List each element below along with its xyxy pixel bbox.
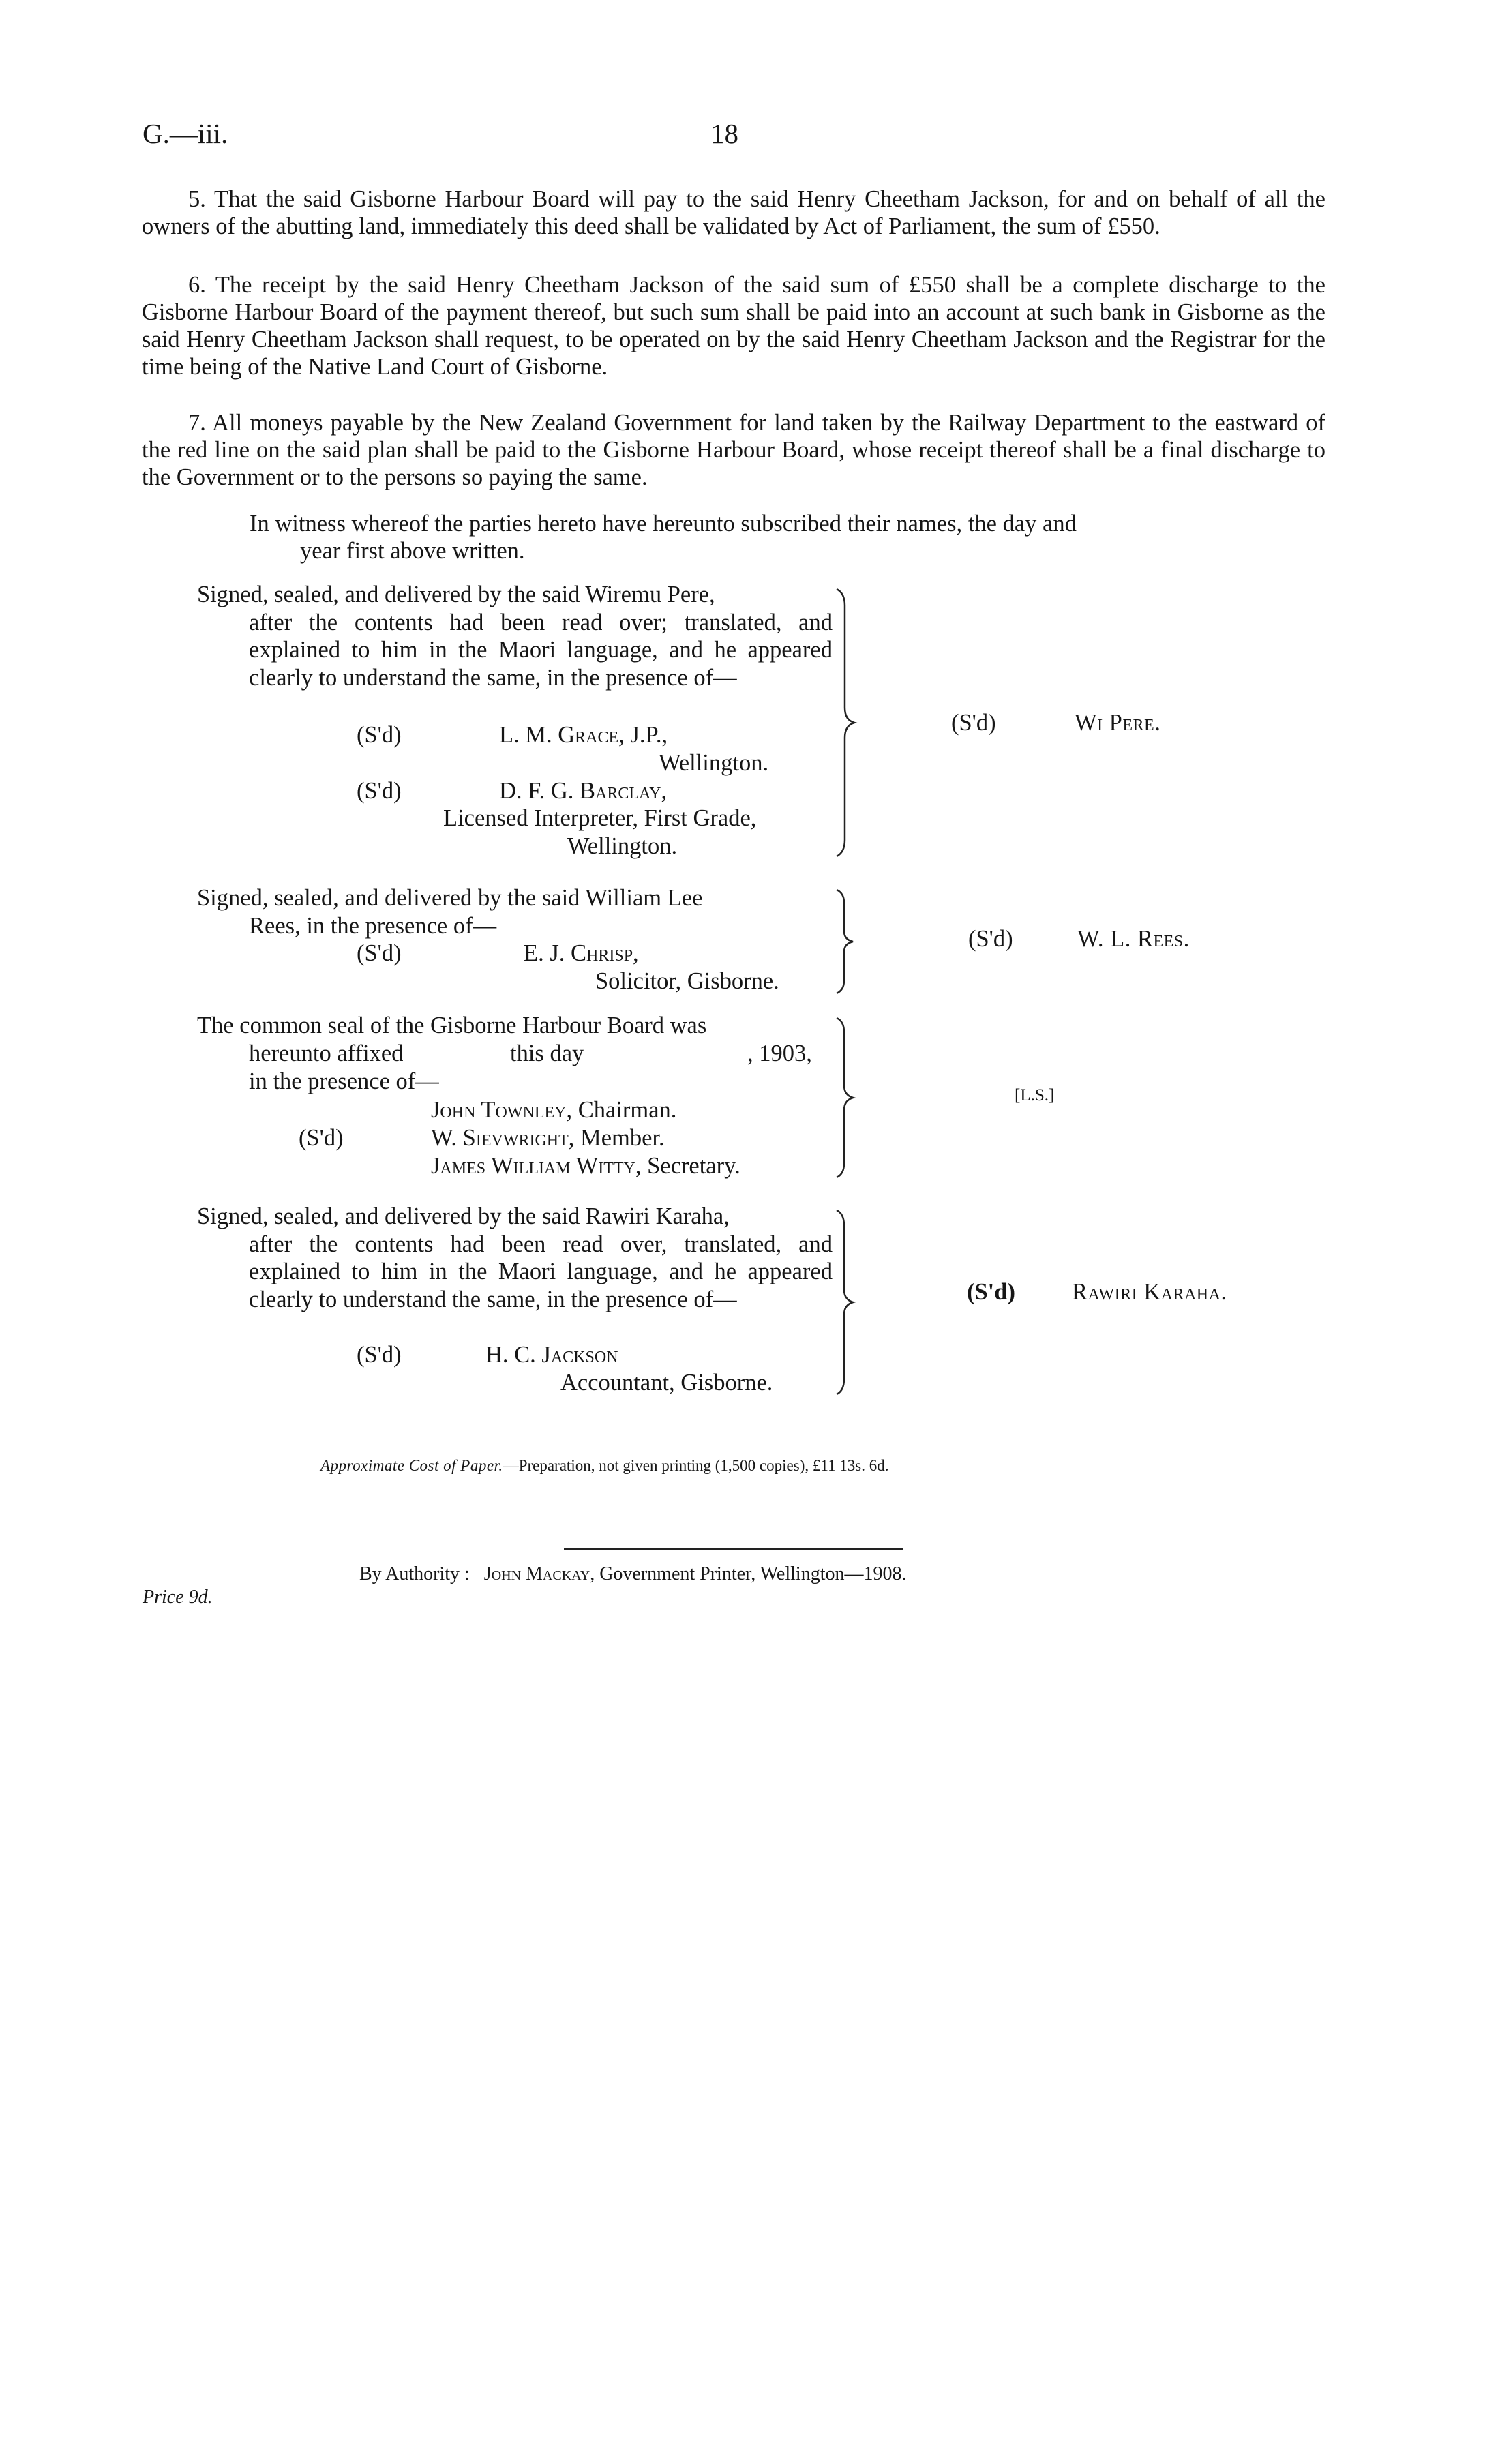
cost-label: Approximate Cost of Paper. (320, 1457, 503, 1474)
sig3-witness2-name: W. Sievwright, (431, 1125, 575, 1151)
sig1-intro (197, 581, 833, 691)
signature-block-harbour-board (197, 1012, 833, 1040)
cost-note (320, 1457, 888, 1475)
printer-text: Government Printer, Wellington—1908. (599, 1563, 907, 1584)
clause-7: 7. All moneys payable by the New Zealand Government for land taken by the Railway Department to the eastward of the red line on the said plan shall be paid to the Gisborne Harbour Board, whose receipt thereof shall be a final discharge to the Government or to the persons so paying the same. (142, 410, 1325, 490)
sig1-brace (835, 586, 863, 859)
footer-rule (564, 1548, 903, 1550)
sig2-signatory-name: W. L. Rees. (1077, 926, 1190, 952)
printer-name: John Mackay, (483, 1563, 595, 1584)
sig3-witness1-name: John Townley, (431, 1097, 573, 1123)
cost-text: —Preparation, not given printing (1,500 copies), £11 13s. 6d. (503, 1457, 889, 1474)
sig2-intro-second: Rees, in the presence of— (249, 912, 497, 939)
sig3-witness3-role: Secretary. (647, 1153, 740, 1179)
sig1-signatory-name: Wi Pere. (1075, 710, 1161, 736)
sig4-signatory-name: Rawiri Karaha. (1072, 1279, 1227, 1305)
sig3-year: , 1903, (747, 1040, 812, 1066)
clause-6: 6. The receipt by the said Henry Cheetham Jackson of the said sum of £550 shall be a complete discharge to the Gisborne Harbour Board of the payment thereof, but such sum shall be paid into an account at such bank in Gisborne as the said Henry Cheetham Jackson shall request, to be operated on by the said Henry Cheetham Jackson and the Registrar for the time being of the Native Land Court of Gisborne. (142, 272, 1325, 380)
sig4-intro (197, 1203, 833, 1313)
sig3-witness2 (431, 1124, 665, 1152)
sig3-witness1-role: Chairman. (578, 1097, 677, 1123)
sig1-witness2-sd: (S'd) (357, 778, 402, 804)
sig3-witness3-name: James William Witty, (431, 1153, 642, 1179)
sig2-intro-first: Signed, sealed, and delivered by the said William Lee (197, 885, 703, 911)
series-code: G.—iii. (143, 118, 228, 149)
sig1-witness2-title: Licensed Interpreter, First Grade, (443, 805, 757, 831)
sig1-witness1-name: L. M. Grace, J.P., (499, 722, 668, 748)
sig4-witness-name: H. C. Jackson (485, 1342, 618, 1368)
page-number: 18 (710, 118, 738, 149)
sig3-sd: (S'd) (299, 1125, 344, 1151)
printer-authority (359, 1563, 906, 1585)
sig3-intro-first: The common seal of the Gisborne Harbour Board was (197, 1012, 707, 1038)
sig4-witness-sd: (S'd) (357, 1342, 402, 1368)
sig1-witness2-place: Wellington. (567, 833, 678, 859)
sig4-signatory-sd: (S'd) (967, 1279, 1015, 1305)
witness-clause-second: year first above written. (300, 538, 525, 564)
sig3-brace (835, 1016, 863, 1180)
signature-block-wi-pere (197, 581, 833, 691)
sig3-presence: in the presence of— (249, 1068, 439, 1094)
sig1-intro-first: Signed, sealed, and delivered by the said Wiremu Pere, (197, 582, 715, 607)
sig2-witness-place: Solicitor, Gisborne. (595, 968, 779, 994)
sig2-witness-name: E. J. Chrisp, (524, 940, 639, 966)
sig4-brace (835, 1208, 863, 1396)
sig3-witness2-role: Member. (580, 1125, 665, 1151)
signature-block-w-l-rees (197, 884, 833, 940)
authority-label: By Authority : (359, 1563, 470, 1584)
sig3-witness3 (431, 1152, 740, 1180)
sig1-witness1-sd: (S'd) (357, 722, 402, 748)
sig4-intro-rest: after the contents had been read over, translated, and explained to him in the Maori language, and he appeared clearly to understand the same, in the presence of— (249, 1231, 833, 1312)
clause-5: 5. That the said Gisborne Harbour Board will pay to the said Henry Cheetham Jackson, for and on behalf of all the owners of the abutting land, immediately this deed shall be validated by Act of Parliament, the sum of £550. (142, 186, 1325, 239)
witness-clause (250, 510, 1325, 565)
sig1-signatory-sd: (S'd) (951, 710, 996, 736)
witness-clause-first: In witness whereof the parties hereto have hereunto subscribed their names, the day and (250, 511, 1077, 537)
sig1-witness2-name: D. F. G. Barclay, (499, 778, 668, 804)
sig3-day: this day (510, 1040, 584, 1066)
sig2-witness-sd: (S'd) (357, 940, 402, 966)
sig3-witness1 (431, 1096, 676, 1124)
sig1-intro-rest: after the contents had been read over; translated, and explained to him in the Maori language, and he appeared clearly to understand the same, in the presence of— (249, 609, 833, 691)
sig2-signatory-sd: (S'd) (968, 926, 1013, 952)
signature-block-rawiri-karaha (197, 1203, 833, 1313)
sig4-intro-first: Signed, sealed, and delivered by the said Rawiri Karaha, (197, 1203, 730, 1229)
sig2-brace (835, 888, 863, 995)
sig4-witness-place: Accountant, Gisborne. (560, 1370, 773, 1396)
sig3-seal: [L.S.] (1015, 1086, 1055, 1105)
sig3-affixed: hereunto affixed (249, 1040, 404, 1066)
price: Price 9d. (143, 1587, 213, 1608)
sig1-witness1-place: Wellington. (659, 750, 769, 776)
